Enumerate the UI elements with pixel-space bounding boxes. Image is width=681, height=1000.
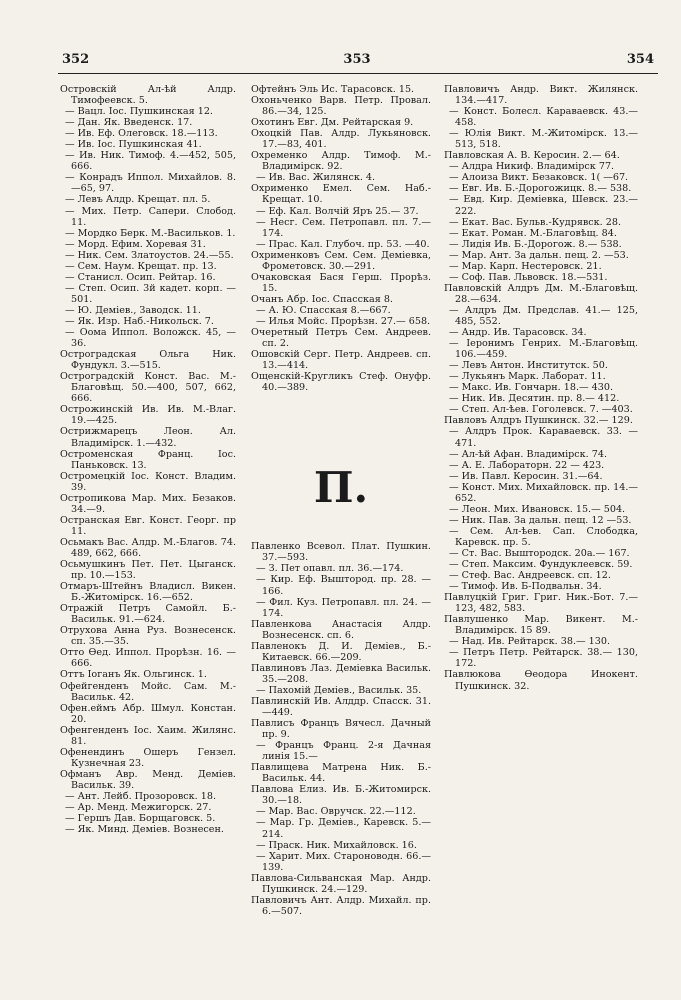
directory-entry: Офтейнъ Эль Ис. Тарасовск. 15. (251, 84, 415, 95)
directory-entry: — Екат. Роман. М.-Благовѣщ. 84. (449, 227, 617, 239)
directory-entry: — Мар. Гр. Деміев., Каревск. 5.—214. (256, 817, 431, 840)
directory-entry: Павловъ Алдръ Пушкинск. 32.— 129. (444, 415, 633, 427)
directory-entry: Павленко Всевол. Плат. Пушкин. 37.—593. (251, 541, 431, 564)
directory-entry: Остропикова Мар. Мих. Безаков. 34.—9. (60, 492, 236, 515)
page-number-right: 354 (626, 52, 654, 67)
directory-entry: Отмаръ-Штейнъ Владисл. Викен. Б.-Житомірск. 16.—652. (60, 581, 236, 604)
directory-entry: — Іеронимъ Генрих. М.-Благовѣщ. 106.—459. (449, 338, 638, 361)
directory-entry: Остроградская Ольга Ник. Фундукл. 3.—515. (60, 349, 236, 372)
directory-entry: — Мар. Вас. Овручск. 22.—112. (256, 806, 416, 818)
directory-entry: — Над. Ив. Рейтарск. 38.— 130. (449, 636, 611, 648)
directory-entry: — Фил. Куз. Петропавл. пл. 24. —174. (256, 596, 431, 619)
directory-entry: — Пахомій Деміев., Васильк. 35. (256, 684, 422, 696)
directory-entry: — Соф. Пав. Львовск. 18.—531. (449, 271, 608, 283)
directory-entry: — Прас. Кал. Глубоч. пр. 53. —40. (256, 238, 430, 250)
directory-entry: — Оома Иппол. Воложск. 45, —36. (65, 327, 236, 350)
directory-entry: Офенгенденъ Іос. Хаим. Жилянс. 81. (60, 724, 236, 747)
directory-entry: Отрухова Анна Руз. Вознесенск. сп. 35.—35. (60, 625, 236, 648)
directory-entry: Острижмарецъ Леон. Ал. Владимірск. 1.—432. (60, 426, 236, 449)
directory-entry: — Ник. Пав. За дальн. пещ. 12 —53. (449, 514, 632, 526)
directory-entry: — Сем. Наум. Крещат. пр. 13. (65, 260, 217, 272)
directory-entry: Оттъ Іоганъ Як. Ольгинск. 1. (60, 669, 207, 681)
column-2-bottom-entries (251, 541, 431, 917)
directory-entry: — Дан. Як. Введенск. 17. (65, 117, 193, 129)
directory-entry: — Харит. Мих. Староноводн. 66.—139. (256, 850, 431, 873)
directory-entry: — Ст. Вас. Выштородск. 20а.— 167. (449, 547, 630, 559)
directory-entry: — Леон. Мих. Ивановск. 15.— 504. (449, 503, 626, 515)
directory-entry: — Морд. Ефим. Хоревая 31. (65, 238, 206, 250)
directory-entry: Офманъ Авр. Менд. Деміев. Васильк. 39. (60, 768, 236, 791)
directory-entry: Офен.еймъ Абр. Шмул. Констан. 20. (60, 702, 236, 725)
directory-entry: — Ив. Вас. Жилянск. 4. (256, 172, 376, 184)
directory-entry: Охременко Алдр. Тимоф. М.-Владимірск. 92. (251, 150, 431, 173)
directory-entry: — Праск. Ник. Михайловск. 16. (256, 839, 417, 851)
directory-entry: — Ив. Ник. Тимоф. 4.—452, 505, 666. (65, 150, 236, 173)
directory-entry: — Степ. Осип. 3й кадет. корп. —501. (65, 282, 236, 305)
directory-entry: Охоньченко Варв. Петр. Провал. 86.—34, 125. (251, 95, 431, 118)
directory-entry: Отражій Петръ Самойл. Б.-Васильк. 91.—624. (60, 603, 236, 626)
directory-entry: — Еф. Кал. Волчій Яръ 25.— 37. (256, 205, 419, 217)
section-heading: П. (313, 463, 369, 513)
directory-entry: Павлуцкій Григ. Григ. Ник.-Бот. 7.—123, 482, 583. (444, 592, 638, 615)
directory-entry: — Левъ Антон. Институтск. 50. (449, 360, 608, 372)
directory-entry: Павлушенко Мар. Викент. М.-Владимірск. 15 89. (444, 614, 638, 637)
column-2 (251, 84, 431, 917)
directory-entry: — Степ. Ал-ѣев. Гоголевск. 7. —403. (449, 404, 633, 416)
directory-entry: — Ив. Іос. Пушкинская 41. (65, 139, 202, 151)
directory-entry: — Як. Минд. Деміев. Вознесен. (65, 824, 224, 836)
directory-entry: — Илья Мойс. Прорѣзн. 27.— 658. (256, 315, 431, 327)
directory-entry: Островскій Ал-ѣй Алдр. Тимофеевск. 5. (60, 84, 236, 107)
directory-entry: — Юлія Викт. М.-Житомірск. 13.—513, 518. (449, 128, 638, 151)
directory-entry: Остромецкій Іос. Конст. Владим. 39. (60, 470, 236, 493)
directory-entry: — Вацл. Іос. Пушкинская 12. (65, 106, 213, 118)
directory-entry: Павлисъ Францъ Вячесл. Дачный пр. 9. (251, 718, 431, 741)
directory-entry: — Ар. Менд. Межигорск. 27. (65, 802, 212, 814)
directory-entry: — Ант. Лейб. Прозоровск. 18. (65, 791, 216, 802)
directory-entry: Остроградскій Конст. Вас. М.-Благовѣщ. 50.—400, 507, 662, 666. (60, 371, 236, 405)
directory-entry: Очаковская Бася Герш. Прорѣз. 15. (251, 271, 431, 294)
directory-entry: — Макс. Ив. Гончарн. 18.— 430. (449, 382, 614, 394)
page-number-center: 353 (343, 52, 371, 67)
directory-entry: — Кир. Еф. Выштород. пр. 28. —166. (256, 574, 431, 597)
page-number-left: 352 (62, 52, 90, 67)
directory-entry: Отто Өед. Иппол. Прорѣзн. 16. —666. (60, 647, 236, 670)
directory-entry: Павлова-Сильванская Мар. Андр. Пушкинск. 24.—129. (251, 872, 431, 895)
directory-entry: Остроменская Франц. Іос. Паньковск. 13. (60, 448, 236, 471)
directory-entry: Остранская Евг. Конст. Георг. пр 11. (60, 514, 236, 537)
directory-entry: — Алдръ Дм. Предслав. 41.— 125, 485, 552. (449, 304, 638, 327)
directory-entry: Охрименко Емел. Сем. Наб.-Крещат. 10. (251, 183, 431, 206)
directory-entry: — Станисл. Осип. Рейтар. 16. (65, 271, 216, 283)
directory-entry: — Алоиза Викт. Безаковск. 1( —67. (449, 172, 629, 184)
directory-entry: — Францъ Франц. 2-я Дачная линія 15.— (256, 740, 431, 763)
directory-entry: — Екат. Вас. Бульв.-Кудрявск. 28. (449, 216, 622, 228)
directory-entry: Павленокъ Д. И. Деміев., Б.-Китаевск. 66.—209. (251, 640, 431, 663)
directory-entry: — Евг. Ив. Б.-Дорогожицк. 8.— 538. (449, 183, 632, 195)
directory-entry: Осьмакъ Вас. Алдр. М.-Благов. 74. 489, 662, 666. (60, 536, 236, 559)
directory-entry: — Петръ Петр. Рейтарск. 38.— 130, 172. (449, 647, 638, 670)
page-header (58, 52, 656, 72)
directory-entry: Острожинскій Ив. Ив. М.-Влаг. 19.—425. (60, 404, 236, 427)
directory-entry: — Мар. Карп. Нестеровск. 21. (449, 260, 602, 272)
directory-entry: — З. Пет опавл. пл. 36.—174. (256, 563, 404, 575)
directory-entry: Павлищева Матрена Ник. Б.-Васильк. 44. (251, 762, 431, 785)
directory-entry: — Степ. Максим. Фундуклеевск. 59. (449, 559, 633, 571)
directory-entry: — Ник. Ив. Десятин. пр. 8.— 412. (449, 393, 620, 405)
directory-entry: — Сем. Ал-ѣев. Сап. Слободка, Каревск. пр. 5. (449, 525, 638, 548)
directory-entry: — Лукьянъ Марк. Лаборат. 11. (449, 371, 606, 383)
directory-entry: Павлиновъ Лаз. Деміевка Васильк. 35.—208. (251, 662, 431, 685)
directory-entry: — Тимоф. Ив. Б-Подвальн. 34. (449, 581, 602, 593)
directory-entry: — Андр. Ив. Тарасовск. 34. (449, 327, 587, 339)
directory-entry: — А. Е. Лабораторн. 22 — 423. (449, 459, 605, 471)
directory-entry: Павлюкова Өеодора Инокент. Пушкинск. 32. (444, 669, 638, 692)
directory-entry: Очанъ Абр. Іос. Спасская 8. (251, 293, 393, 305)
directory-entry: Ощенскій-Кругликъ Стеф. Онуфр. 40.—389. (251, 371, 431, 394)
directory-entry: — Ю. Деміев., Заводск. 11. (65, 304, 201, 316)
directory-entry: — Стеф. Вас. Андреевск. сп. 12. (449, 570, 611, 582)
directory-entry: Павленкова Анастасія Алдр. Вознесенск. сп. 6. (251, 618, 431, 641)
directory-entry: — Гершъ Дав. Борщаговск. 5. (65, 813, 216, 825)
directory-entry: Павлова Елиз. Ив. Б.-Житомирск. 30.—18. (251, 784, 431, 807)
directory-entry: — Конрадъ Иппол. Михайлов. 8.—65, 97. (65, 172, 236, 195)
directory-entry: — Несг. Сем. Петропавл. пл. 7.—174. (256, 216, 431, 239)
directory-entry: Охоцкій Пав. Алдр. Лукьяновск. 17.—83, 401. (251, 128, 431, 151)
column-3 (444, 84, 638, 692)
directory-entry: Павловичъ Андр. Викт. Жилянск. 134.—417. (444, 84, 638, 107)
directory-entry: — А. Ю. Спасская 8.—667. (256, 304, 391, 316)
directory-entry: — Конст. Болесл. Караваевск. 43.—458. (449, 106, 638, 129)
directory-entry: — Ник. Сем. Златоустов. 24.—55. (65, 249, 234, 261)
directory-entry: — Алдра Никиф. Владимірск 77. (449, 161, 615, 173)
column-2-top-entries (251, 84, 431, 393)
directory-entry: — Мордко Берк. М.-Васильков. 1. (65, 227, 236, 239)
directory-entry: — Мар. Ант. За дальн. пещ. 2. —53. (449, 249, 629, 261)
directory-entry: Павловичъ Ант. Алдр. Михайл. пр. 6.—507. (251, 894, 431, 917)
directory-entry: — Мих. Петр. Сапери. Слобод. 11. (65, 205, 236, 228)
header-rule (58, 73, 658, 74)
directory-entry: — Левъ Алдр. Крещат. пл. 5. (65, 194, 211, 206)
directory-entry: — Ив. Павл. Керосин. 31.—64. (449, 470, 603, 482)
directory-entry: Очеретный Петръ Сем. Андреев. сп. 2. (251, 327, 431, 350)
directory-entry: Ошовскій Серг. Петр. Андреев. сп. 13.—414. (251, 349, 431, 372)
directory-entry: Офенендинъ Ошеръ Гензел. Кузнечная 23. (60, 746, 236, 769)
directory-entry: — Евд. Кир. Деміевка, Шевск. 23.—222. (449, 194, 638, 217)
column-1 (60, 84, 236, 835)
directory-entry: Павлинскій Ив. Алддр. Спасск. 31.—449. (251, 695, 431, 719)
directory-entry: Осьмушкинъ Пет. Пет. Цыганск. пр. 10.—153. (60, 559, 236, 582)
directory-entry: Павловская А. В. Керосин. 2.— 64. (444, 150, 620, 162)
directory-entry: — Лидія Ив. Б.-Дорогож. 8.— 538. (449, 238, 622, 250)
directory-entry: Охотинъ Евг. Дм. Рейтарская 9. (251, 117, 414, 129)
directory-entry: Охрименковъ Сем. Сем. Деміевка, Фрометовск. 30.—291. (251, 249, 431, 272)
directory-entry: Павловскій Алдръ Дм. М.-Благовѣщ. 28.—634. (444, 282, 638, 305)
directory-entry: Офейгенденъ Мойс. Сам. М.-Васильк. 42. (60, 680, 236, 703)
directory-entry: — Як. Изр. Наб.-Никольск. 7. (65, 315, 214, 327)
directory-entry: — Ив. Еф. Олеговск. 18.—113. (65, 128, 218, 140)
directory-entry: — Алдръ Прок. Караваевск. 33. —471. (449, 426, 638, 449)
directory-entry: — Конст. Мих. Михайловск. пр. 14.—652. (449, 481, 638, 504)
directory-entry: — Ал-ѣй Афан. Владимірск. 74. (449, 448, 608, 460)
